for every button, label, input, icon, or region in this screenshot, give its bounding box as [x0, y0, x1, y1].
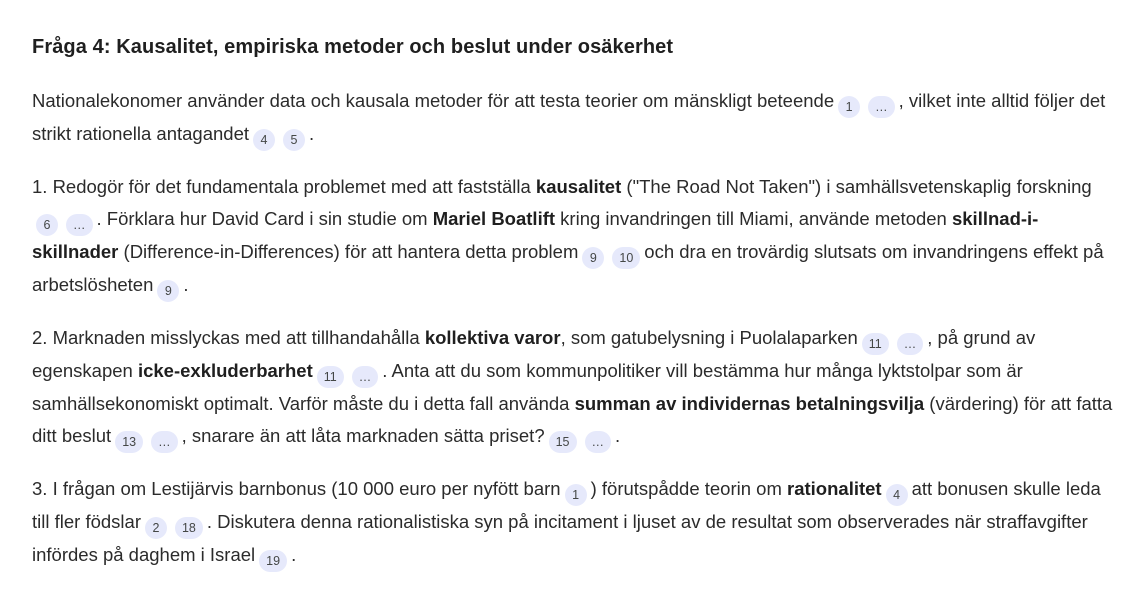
text-run: , på grund av egenskapen: [32, 327, 1036, 381]
text-run: .: [615, 425, 621, 446]
citation-chip[interactable]: 4: [253, 129, 275, 151]
citation-chip-ellipsis[interactable]: …: [585, 431, 612, 453]
question-item-3: [32, 473, 1114, 572]
text-run: Nationalekonomer använder data och kausala metoder för att testa teorier om mänskligt beteende: [32, 90, 835, 111]
citation-chip-ellipsis[interactable]: …: [352, 366, 379, 388]
paragraphs-container: [32, 85, 1114, 572]
citation-chip-ellipsis[interactable]: …: [151, 431, 178, 453]
text-run: ) förutspådde teorin om: [590, 478, 788, 499]
bold-term: rationalitet: [787, 478, 882, 499]
bold-term: Mariel Boatlift: [432, 208, 556, 229]
bold-term: skillnad-i-skillnader: [32, 208, 1039, 262]
question-item-1: [32, 171, 1114, 302]
page-title: Fråga 4: Kausalitet, empiriska metoder och beslut under osäkerhet: [32, 36, 674, 58]
text-run: .: [291, 544, 297, 565]
citation-chip-ellipsis[interactable]: …: [66, 214, 93, 236]
text-run: , vilket inte alltid följer det strikt rationella antagandet: [32, 90, 1106, 144]
text-run: . Anta att du som kommunpolitiker vill bestämma hur många lyktstolpar som är samhällsekonomiskt optimalt. Varför måste du i detta fall använda: [32, 360, 1023, 414]
text-run: (värdering) för att fatta ditt beslut: [32, 393, 1113, 446]
text-run: 2. Marknaden misslyckas med att tillhandahålla: [32, 327, 425, 348]
text-run: . Förklara hur David Card i sin studie om: [96, 208, 433, 229]
citation-chip[interactable]: 13: [115, 431, 143, 453]
text-run: 3. I frågan om Lestijärvis barnbonus (10 000 euro per nyfött barn: [32, 478, 561, 499]
intro-paragraph: [32, 85, 1114, 151]
citation-chip[interactable]: 1: [838, 96, 860, 118]
citation-chip[interactable]: 15: [549, 431, 577, 453]
text-run: (Difference-in-Differences) för att hantera detta problem: [118, 241, 579, 262]
text-run: . Diskutera denna rationalistiska syn på incitament i ljuset av de resultat som observerades när straffavgifter infördes på daghem i Israel: [32, 511, 1088, 565]
citation-chip[interactable]: 19: [259, 550, 287, 572]
citation-chip[interactable]: 1: [565, 484, 587, 506]
question-item-2: [32, 322, 1114, 453]
citation-chip[interactable]: 11: [317, 366, 344, 388]
citation-chip[interactable]: 10: [612, 247, 640, 269]
bold-term: kausalitet: [535, 176, 622, 197]
text-run: ("The Road Not Taken") i samhällsvetenskaplig forskning: [621, 176, 1092, 197]
citation-chip[interactable]: 2: [145, 517, 167, 539]
citation-chip[interactable]: 11: [862, 333, 889, 355]
citation-chip[interactable]: 4: [886, 484, 908, 506]
citation-chip-ellipsis[interactable]: …: [868, 96, 895, 118]
citation-chip[interactable]: 5: [283, 129, 305, 151]
text-run: att bonusen skulle leda till fler födslar: [32, 478, 1101, 532]
text-run: , snarare än att låta marknaden sätta priset?: [181, 425, 545, 446]
text-run: .: [309, 123, 315, 144]
citation-chip-ellipsis[interactable]: …: [897, 333, 924, 355]
citation-chip[interactable]: 6: [36, 214, 58, 236]
citation-chip[interactable]: 9: [582, 247, 604, 269]
text-run: .: [183, 274, 189, 295]
citation-chip[interactable]: 18: [175, 517, 203, 539]
bold-term: kollektiva varor: [424, 327, 561, 348]
citation-chip[interactable]: 9: [157, 280, 179, 302]
bold-term: summan av individernas betalningsvilja: [574, 393, 925, 414]
bold-term: icke-exkluderbarhet: [137, 360, 313, 381]
text-run: 1. Redogör för det fundamentala problemet med att fastställa: [32, 176, 536, 197]
text-run: och dra en trovärdig slutsats om invandringens effekt på arbetslösheten: [32, 241, 1104, 295]
text-run: kring invandringen till Miami, använde metoden: [555, 208, 952, 229]
text-run: , som gatubelysning i Puolalaparken: [560, 327, 858, 348]
